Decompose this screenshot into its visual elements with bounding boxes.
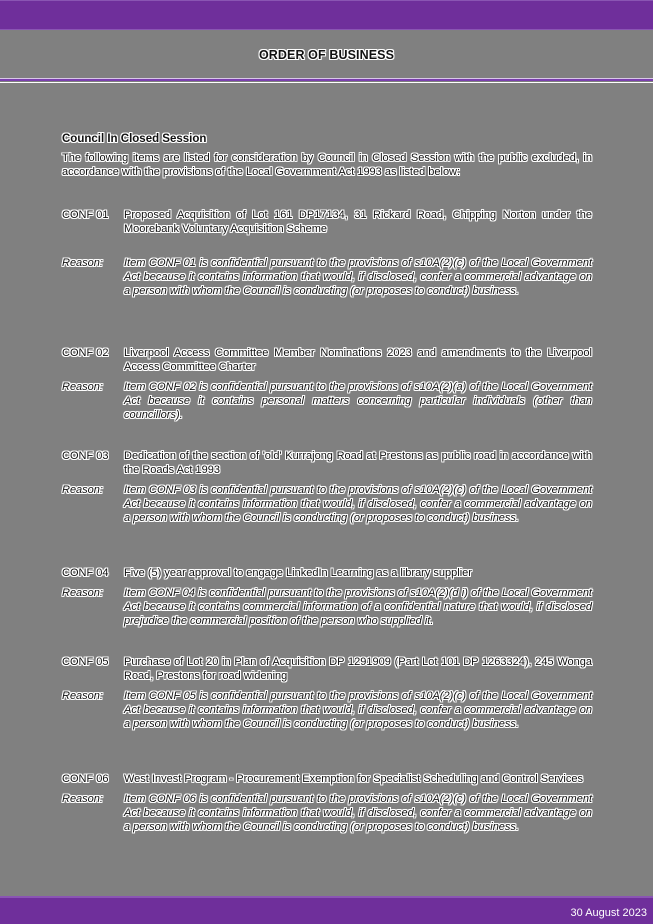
closed-session-intro: [62, 133, 592, 179]
reason-label: Reason:: [62, 587, 103, 599]
footer-date: 30 August 2023: [570, 907, 647, 919]
item-title: Purchase of Lot 20 in Plan of Acquisition DP 1291909 (Part Lot 101 DP 1263324), 245 Wonga Road, Prestons for road widening: [124, 656, 592, 682]
item-reason: Item CONF 05 is confidential pursuant to the provisions of s10A(2)(c) of the Local Government Act because it contains information that would, if disclosed, confer a commercial advantage on a person with whom the Council is conducting (or proposes to conduct) business.: [124, 690, 592, 730]
item-reason: Item CONF 04 is confidential pursuant to the provisions of s10A(2)(d i) of the Local Government Act because it contains commercial information of a confidential nature that would, if disclosed prejudice the commercial position of the person who supplied it.: [124, 587, 592, 627]
item-title: West Invest Program - Procurement Exemption for Specialist Scheduling and Control Services: [124, 773, 583, 785]
item-title: Five (5) year approval to engage LinkedIn Learning as a library supplier: [124, 567, 472, 579]
header-band: [0, 0, 653, 30]
section-intro: The following items are listed for consideration by Council in Closed Session with the public excluded, in accordance with the provisions of the Local Government Act 1993 as listed below:: [62, 152, 592, 178]
reason-label: Reason:: [62, 484, 103, 496]
item-code: CONF 06: [62, 773, 109, 785]
reason-label: Reason:: [62, 381, 103, 393]
agenda-item-conf-05: [62, 655, 592, 731]
item-title: Liverpool Access Committee Member Nominations 2023 and amendments to the Liverpool Access Committee Charter: [124, 347, 592, 373]
title-divider: [0, 78, 653, 84]
item-code: CONF 05: [62, 656, 109, 668]
item-title: Proposed Acquisition of Lot 161 DP17134, 31 Rickard Road, Chipping Norton under the Moorebank Voluntary Acquisition Scheme: [124, 209, 592, 235]
footer-band: [0, 896, 653, 924]
item-code: CONF 04: [62, 567, 109, 579]
item-reason: Item CONF 02 is confidential pursuant to the provisions of s10A(2)(a) of the Local Government Act because it contains personal matters concerning particular individuals (other than councillors).: [124, 381, 592, 421]
reason-label: Reason:: [62, 690, 103, 702]
agenda-item-conf-03: [62, 449, 592, 525]
agenda-item-conf-01: [62, 208, 592, 298]
agenda-item-conf-04: [62, 566, 592, 628]
section-heading: Council In Closed Session: [62, 133, 207, 145]
item-title: Dedication of the section of 'old' Kurrajong Road at Prestons as public road in accordance with the Roads Act 1993: [124, 450, 592, 476]
agenda-item-conf-02: [62, 346, 592, 422]
item-code: CONF 03: [62, 450, 109, 462]
item-reason: Item CONF 06 is confidential pursuant to the provisions of s10A(2)(c) of the Local Government Act because it contains information that would, if disclosed, confer a commercial advantage on a person with whom the Council is conducting (or proposes to conduct) business.: [124, 793, 592, 833]
item-code: CONF 02: [62, 347, 109, 359]
reason-label: Reason:: [62, 793, 103, 805]
agenda-item-conf-06: [62, 772, 592, 834]
page-title: ORDER OF BUSINESS: [258, 48, 395, 62]
reason-label: Reason:: [62, 257, 103, 269]
item-code: CONF 01: [62, 209, 109, 221]
item-reason: Item CONF 01 is confidential pursuant to the provisions of s10A(2)(c) of the Local Government Act because it contains information that would, if disclosed, confer a commercial advantage on a person with whom the Council is conducting (or proposes to conduct) business.: [124, 257, 592, 297]
item-reason: Item CONF 03 is confidential pursuant to the provisions of s10A(2)(c) of the Local Government Act because it contains information that would, if disclosed, confer a commercial advantage on a person with whom the Council is conducting (or proposes to conduct) business.: [124, 484, 592, 524]
